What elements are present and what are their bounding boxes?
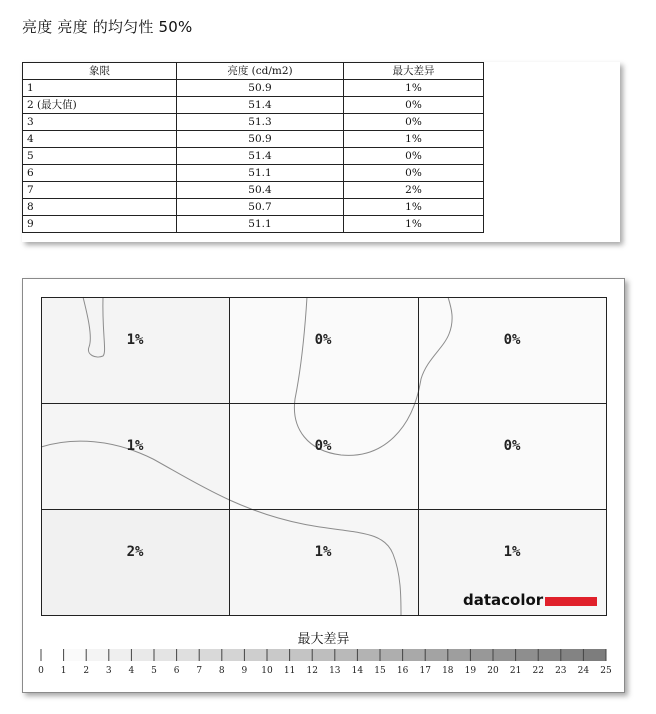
quadrant-cell: 3 [23,114,177,131]
legend-tick-label: 20 [487,666,499,676]
legend-swatch [131,649,154,661]
cell-label-5: 0% [314,438,332,454]
quadrant-cell: 5 [23,148,177,165]
max-diff-cell: 0% [344,97,484,114]
max-diff-cell: 0% [344,165,484,182]
legend-tick-label: 23 [555,666,567,676]
legend-swatch [448,649,471,661]
uniformity-chart-card [22,278,625,693]
cell-bg-5 [229,403,418,509]
luminance-cell: 50.4 [177,182,344,199]
cell-bg-7 [41,509,229,615]
cell-label-8: 1% [314,544,332,560]
legend-swatch [493,649,516,661]
cell-bg-8 [229,509,418,615]
legend-tick-label: 8 [218,666,225,676]
legend-swatch [561,649,584,661]
legend-tick-label: 16 [396,666,409,676]
legend-tick-label: 0 [38,666,44,676]
legend-swatch [583,649,606,661]
legend-tick-label: 6 [173,666,180,676]
max-diff-cell: 0% [344,114,484,131]
legend-swatch [199,649,222,661]
legend-tick-label: 14 [351,666,364,676]
max-diff-cell: 2% [344,182,484,199]
cell-label-6: 0% [503,438,521,454]
cell-label-7: 2% [126,544,144,560]
legend-tick-label: 19 [464,666,477,676]
table-header-row [23,63,484,80]
table-row [23,97,484,114]
datacolor-logo-bar [545,597,597,606]
legend-swatch [154,649,177,661]
quadrant-table [22,62,484,233]
table-row [23,80,484,97]
legend-tick-label: 9 [241,666,248,676]
cell-label-3: 0% [503,332,521,348]
cell-bg-3 [418,297,606,403]
legend-swatch [177,649,200,661]
quadrant-cell: 4 [23,131,177,148]
legend-swatch [244,649,267,661]
header-quadrant: 象限 [23,63,177,80]
cell-label-9: 1% [503,544,521,560]
luminance-cell: 51.4 [177,148,344,165]
table-row [23,182,484,199]
legend-swatch [470,649,493,661]
legend-tick-label: 4 [128,666,135,676]
legend-tick-label: 11 [283,666,296,676]
legend-swatch [538,649,561,661]
legend-swatch [516,649,539,661]
max-diff-cell: 1% [344,80,484,97]
legend-swatch [290,649,313,661]
legend-tick-label: 2 [83,666,90,676]
legend-tick-label: 18 [442,666,454,676]
cell-bg-1 [41,297,229,403]
legend-tick-label: 25 [600,666,612,676]
legend-swatch [222,649,245,661]
legend-swatch [425,649,448,661]
max-diff-cell: 0% [344,148,484,165]
legend-swatch [267,649,290,661]
legend-tick-label: 21 [509,666,522,676]
luminance-cell: 51.1 [177,165,344,182]
legend-tick-label: 10 [261,666,273,676]
header-luminance: 亮度 (cd/m2) [177,63,344,80]
legend-swatch [335,649,358,661]
header-max-diff: 最大差异 [344,63,484,80]
legend-tick-label: 12 [306,666,318,676]
legend [38,649,612,676]
legend-tick-label: 22 [532,666,544,676]
cell-bg-4 [41,403,229,509]
legend-swatch [41,649,64,661]
legend-tick-label: 1 [60,666,67,676]
legend-tick-label: 13 [329,666,341,676]
cell-label-1: 1% [126,332,144,348]
luminance-cell: 51.1 [177,216,344,233]
table-row [23,199,484,216]
legend-swatch [380,649,403,661]
quadrant-table-card [22,62,620,242]
legend-swatch [312,649,335,661]
cell-bg-2 [229,297,418,403]
legend-swatch [86,649,109,661]
luminance-cell: 50.9 [177,80,344,97]
legend-title: 最大差异 [297,632,350,647]
luminance-cell: 50.9 [177,131,344,148]
quadrant-cell: 9 [23,216,177,233]
cell-label-4: 1% [126,438,144,454]
luminance-cell: 51.3 [177,114,344,131]
legend-tick-label: 15 [374,666,386,676]
quadrant-cell: 7 [23,182,177,199]
max-diff-cell: 1% [344,131,484,148]
quadrant-cell: 6 [23,165,177,182]
legend-tick-label: 5 [151,666,157,676]
luminance-cell: 51.4 [177,97,344,114]
luminance-cell: 50.7 [177,199,344,216]
legend-swatch [357,649,380,661]
datacolor-logo-text: datacolor [463,591,544,609]
table-row [23,131,484,148]
legend-tick-label: 24 [577,666,590,676]
max-diff-cell: 1% [344,216,484,233]
quadrant-cell: 2 (最大值) [23,97,177,114]
legend-swatch [109,649,132,661]
page-title: 亮度 亮度 的均匀性 50% [22,18,193,36]
legend-swatch [64,649,87,661]
legend-tick-label: 17 [419,666,431,676]
table-row [23,165,484,182]
legend-tick-label: 3 [105,666,112,676]
cell-bg-6 [418,403,606,509]
legend-swatch [403,649,426,661]
quadrant-cell: 1 [23,80,177,97]
cell-label-2: 0% [314,332,332,348]
table-row [23,114,484,131]
table-row [23,148,484,165]
table-row [23,216,484,233]
legend-tick-label: 7 [196,666,203,676]
max-diff-cell: 1% [344,199,484,216]
quadrant-cell: 8 [23,199,177,216]
